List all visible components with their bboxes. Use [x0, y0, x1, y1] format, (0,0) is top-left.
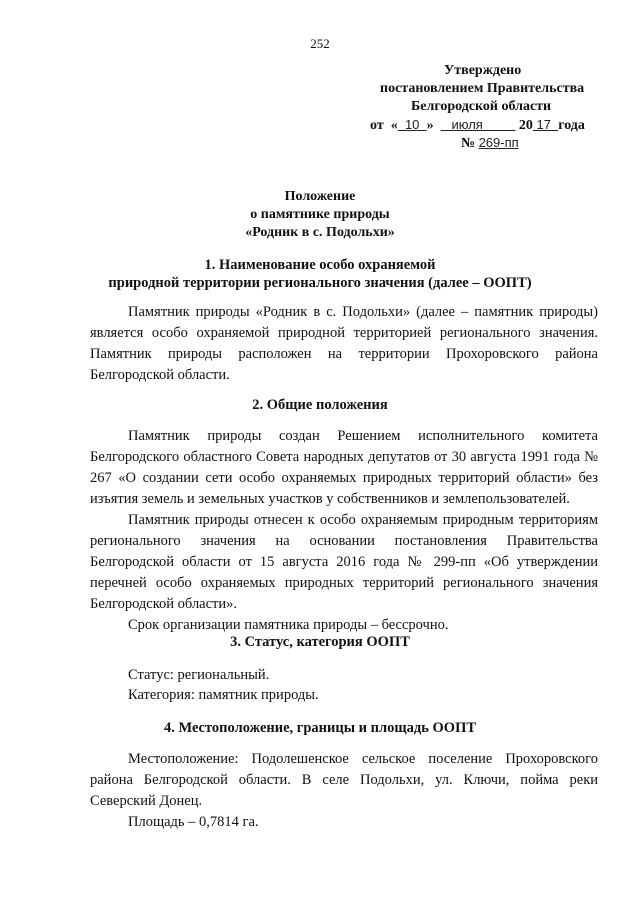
section-1-body [90, 302, 598, 386]
doc-title-line-1: Положение [284, 189, 356, 204]
approval-line-3: Белгородской области [411, 99, 552, 114]
approval-number: 269-пп [478, 135, 519, 150]
section-2-paragraph-3: Срок организации памятника природы – бессрочно. [128, 617, 449, 633]
approval-month: июля [451, 117, 483, 132]
approval-date-line: от « 10 » июля 20 17 года [370, 117, 585, 133]
category-line: Категория: памятник природы. [128, 687, 319, 703]
approval-year-suffix: 17 [536, 117, 551, 132]
section-1-heading-line-1: 1. Наименование особо охраняемой [204, 257, 436, 273]
approval-line-1: Утверждено [444, 63, 522, 78]
approval-day: 10 [404, 117, 420, 132]
section-2-paragraph-1: Памятник природы создан Решением исполнительного комитета Белгородского областного Совета народных депутатов от 30 августа 1991 года № 267 «О создании сети особо охраняемых природных территорий области» без изъятия земель и земельных участков у собственников и землепользователей. [90, 428, 598, 507]
date-prefix: от [370, 118, 384, 133]
section-2-body [90, 426, 598, 636]
number-prefix: № [461, 136, 476, 151]
section-2-heading: 2. Общие положения [252, 397, 388, 413]
year-prefix: 20 [518, 118, 533, 133]
doc-title-line-3: «Родник в с. Подольхи» [245, 225, 395, 240]
section-1-paragraph: Памятник природы «Родник в с. Подольхи» (далее – памятник природы) является особо охраняемой природной территорией регионального значения. Памятник природы расположен на территории Прохоровского района Белгородской области. [90, 304, 598, 383]
approval-number-line [461, 135, 519, 152]
section-1-heading-line-2: природной территории регионального значения (далее – ООПТ) [108, 275, 532, 291]
year-word: года [558, 118, 585, 133]
section-4-body [90, 749, 598, 833]
doc-title-line-2: о памятнике природы [250, 207, 390, 222]
status-line: Статус: региональный. [128, 667, 270, 683]
approval-line-2: постановлением Правительства [380, 81, 585, 96]
area-paragraph: Площадь – 0,7814 га. [128, 814, 259, 830]
section-3-heading: 3. Статус, категория ООПТ [230, 634, 410, 650]
page-number: 252 [310, 36, 330, 51]
location-paragraph: Местоположение: Подолешенское сельское поселение Прохоровского района Белгородской области. В селе Подольхи, ул. Ключи, пойма реки Северский Донец. [90, 751, 598, 809]
section-2-paragraph-2: Памятник природы отнесен к особо охраняемым природным территориям регионального значения на основании постановления Правительства Белгородской области от 15 августа 2016 года № 299-пп «Об утверждении перечней особо охраняемых природных территорий регионального значения Белгородской области». [90, 512, 598, 612]
section-4-heading: 4. Местоположение, границы и площадь ООПТ [163, 720, 477, 736]
day-quote-open: « [387, 118, 398, 133]
